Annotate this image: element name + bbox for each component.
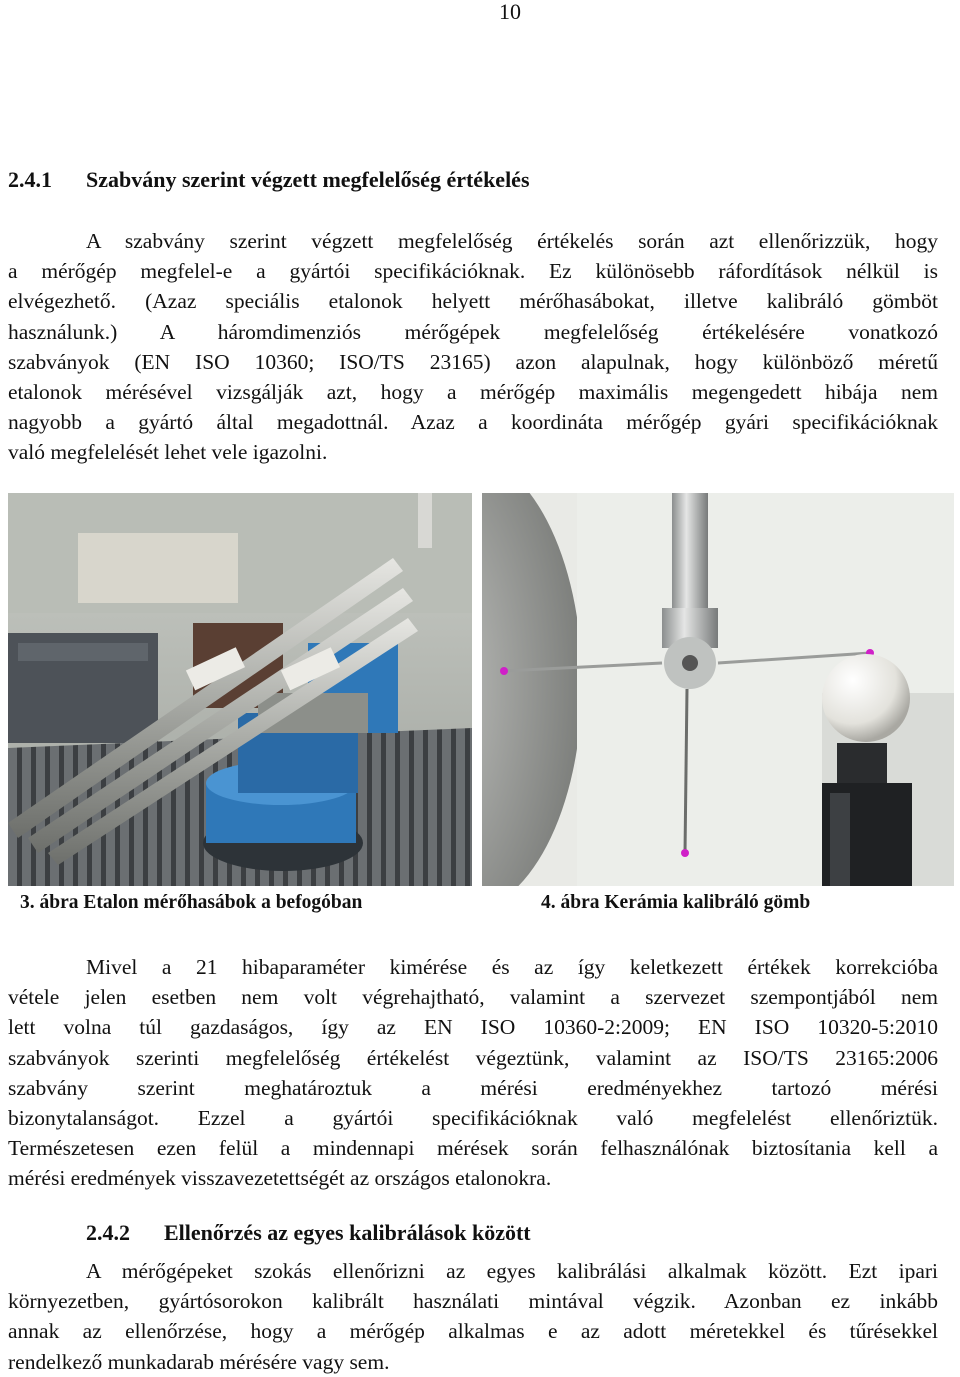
paragraph-line: használunk.) A háromdimenziós mérőgépek megfelelőség értékelésére vonatkozó xyxy=(8,319,938,344)
section-heading-2-4-1 xyxy=(8,167,530,193)
paragraph-line: bizonytalanságot. Ezzel a gyártói specifikációknak való megfelelést ellenőriztük. xyxy=(8,1106,938,1131)
paragraph-3 xyxy=(8,1256,938,1377)
paragraph-line: Mivel a 21 hibaparaméter kimérése és az így keletkezett értékek korrekcióba xyxy=(86,955,938,979)
figure-4-photo xyxy=(482,493,954,886)
paragraph-line: etalonok mérésével vizsgálják azt, hogy a mérőgép maximális megengedett hibája nem xyxy=(8,380,938,405)
paragraph-1 xyxy=(8,226,938,468)
paragraph-line: lett volna túl gazdaságos, így az EN ISO 10360-2:2009; EN ISO 10320-5:2010 xyxy=(8,1015,938,1040)
paragraph-line: nagyobb a gyártó által megadottnál. Azaz a koordináta mérőgép gyári specifikációknak xyxy=(8,410,938,435)
paragraph-line: mérési eredmények visszavezetettségét az országos etalonokra. xyxy=(8,1166,552,1191)
page-number: 10 xyxy=(499,0,521,24)
paragraph-line: rendelkező munkadarab mérésére vagy sem. xyxy=(8,1349,390,1374)
paragraph-line: elvégezhető. (Azaz speciális etalonok helyett mérőhasábokat, illetve kalibráló gömböt xyxy=(8,289,938,314)
paragraph-line: Természetesen ezen felül a mindennapi mérések során felhasználónak biztosítania kell a xyxy=(8,1136,938,1161)
paragraph-line: környezetben, gyártósorokon kalibrált használati mintával végzik. Azonban ez inkább xyxy=(8,1289,938,1314)
paragraph-line: szabványok szerinti megfelelőség értékelést végeztünk, valamint az ISO/TS 23165:2006 xyxy=(8,1045,938,1070)
figure-4-caption: 4. ábra Kerámia kalibráló gömb xyxy=(541,892,811,913)
section-title: Szabvány szerint végzett megfelelőség értékelés xyxy=(86,167,530,192)
section-heading-2-4-2 xyxy=(86,1220,531,1246)
paragraph-line: a mérőgép megfelel-e a gyártói specifikációknak. Ez különösebb ráfordítások nélkül is xyxy=(8,259,938,284)
section-number: 2.4.1 xyxy=(8,167,52,192)
paragraph-line: A szabvány szerint végzett megfelelőség értékelés során azt ellenőrizzük, hogy xyxy=(86,229,938,253)
paragraph-line: annak az ellenőrzése, hogy a mérőgép alkalmas e az adott méretekkel és tűrésekkel xyxy=(8,1319,938,1344)
figure-3-caption: 3. ábra Etalon mérőhasábok a befogóban xyxy=(20,892,363,913)
paragraph-line: való megfelelését lehet vele igazolni. xyxy=(8,440,328,465)
paragraph-line: szabványok (EN ISO 10360; ISO/TS 23165) azon alapulnak, hogy különböző méretű xyxy=(8,349,938,374)
paragraph-line: vétele jelen esetben nem volt végrehajtható, valamint a szervezet szempontjából nem xyxy=(8,985,938,1010)
figure-3-photo xyxy=(8,493,472,886)
paragraph-line: szabvány szerint meghatároztuk a mérési eredményekhez tartozó mérési xyxy=(8,1075,938,1100)
paragraph-line: A mérőgépeket szokás ellenőrizni az egyes kalibrálási alkalmak között. Ezt ipari xyxy=(86,1259,938,1283)
paragraph-2 xyxy=(8,952,938,1194)
section-number: 2.4.2 xyxy=(86,1220,130,1245)
section-title: Ellenőrzés az egyes kalibrálások között xyxy=(164,1220,531,1245)
